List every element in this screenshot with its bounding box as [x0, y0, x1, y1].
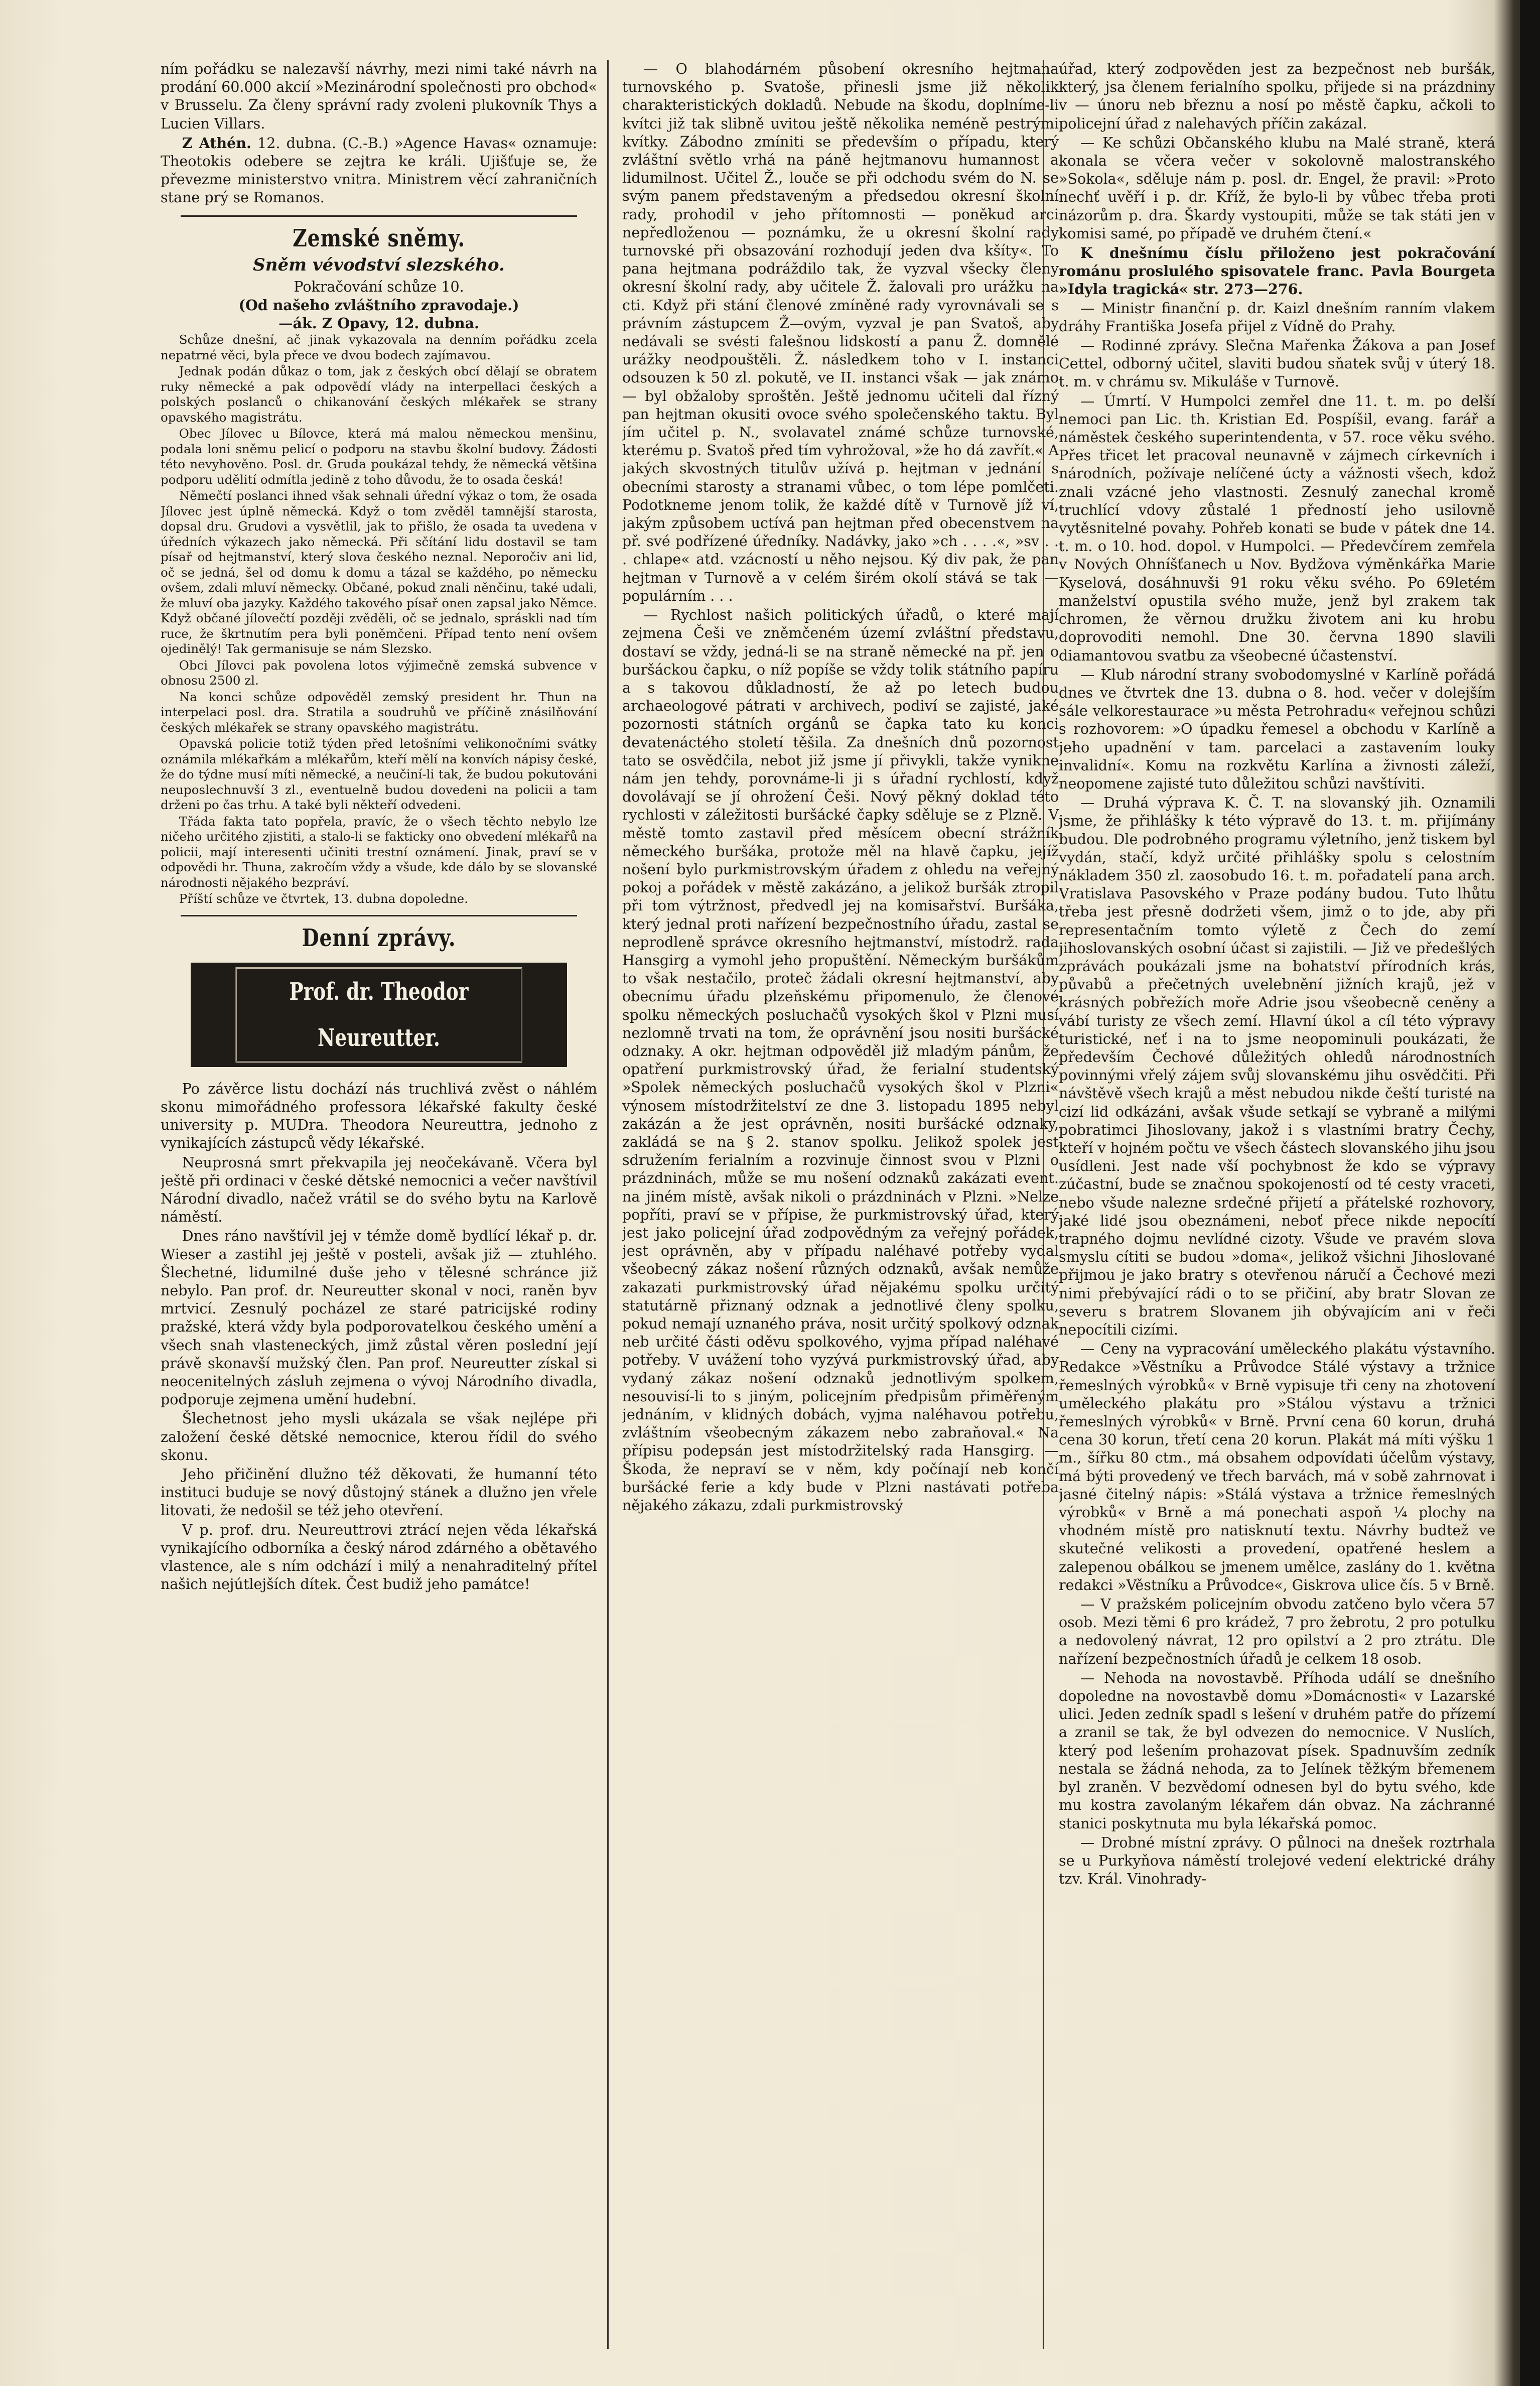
article-title: Sněm vévodství slezského.	[253, 254, 505, 275]
text-paragraph: Příští schůze ve čtvrtek, 13. dubna dopoledne.	[179, 891, 468, 906]
section-title-denni: Denní zprávy.	[302, 923, 456, 952]
text-paragraph: Šlechetnost jeho mysli ukázala se však nejlépe při založení české dětské nemocnice, kterou řídil do svého skonu.	[161, 1410, 597, 1464]
text-paragraph: — V pražském policejním obvodu zatčeno bylo včera 57 osob. Mezi těmi 6 pro krádež, 7 pro žebrotu, 2 pro potulku a nedovolený návrat, 12 pro opilství a 2 pro ztrátu. Dle nařízení bezpečnostních úřadů je celkem 18 osob.	[1059, 1596, 1495, 1667]
text-paragraph: Neuprosná smrt překvapila jej neočekávaně. Včera byl ještě při ordinaci v české dětské nemocnici a večer navštívil Národní divadlo, načež vrátil se do svého bytu na Karlově náměstí.	[161, 1154, 597, 1226]
text-paragraph: — Druhá výprava K. Č. T. na slovanský jih. Oznamili jsme, že přihlášky k této výpravě do 13. t. m. přijímány budou. Dle podrobného programu výletního, jenž tiskem byl vydán, stačí, když určité přihlášky spolu s celostním nákladem 350 zl. zaosobudo 16. t. m. pořadatelí pana arch. Vratislava Pasovského v Praze podány budou. Tuto lhůtu třeba jest přesně dodržeti všem, jimž o to jde, aby při representačním tomto výletě z Čech do zemí jihoslovanských osobní účast si zajistili. — Již ve předešlých zprávách poukázali jsme na bohatství přírodních krás, půvabů a přečetných uvelebnění jižních krajů, jež v krásných pobřežích moře Adrie jsou všeobecně ceněny a vábí turisty ze všech zemí. Hlavní úkol a cíl této výpravy turistické, neť i na to jsme neopominuli poukázati, že především Čechové důležitých ohledů národnostních povinnými vřelý zájem svůj slovanskému jihu osvědčiti. Při návštěvě všech krajů a měst nebudou nikde čeští turisté na cizí lid odkázáni, avšak všude setkají se vybraně a milými pobratimci Jihoslovany, jakož i s vlastními bratry Čechy, kteří v hojném počtu ve všech částech slovanského jihu jsou usídleni. Jest nade vší pochybnost že kdo se výpravy zúčastní, bude se značnou spokojeností od té cesty vraceti, nebo všude nalezne srdečné přijetí a přátelské rozhovory, jaké lidé jsou obeznámeni, neboť přece nikde nepocítí trapného dojmu nevlídné cizoty. Všude ve pravém slova smyslu cítiti se budou »doma«, jelikož všichni Jihoslované přijmou je jako bratry s otevřenou náručí a Čechové mezi nimi přebývající rádi o to se přičiní, aby bratr Slovan ze severu s bratrem Slovanem jih obývajícím ani v řeči nepocítili cizími.	[1059, 794, 1495, 1339]
text-paragraph: »Agence Havas« oznamuje: Theotokis odebere se zejtra ke králi. Ujišťuje se, že převezme ministerstvo vnitra. Ministrem věcí zahraničních stane prý se Romanos.	[161, 135, 597, 206]
dateline: —ák. Z Opavy, 12. dubna.	[278, 315, 479, 332]
text-paragraph: Dnes ráno navštívil jej v témže domě bydlící lékař p. dr. Wieser a zastihl jej ještě v posteli, avšak již — ztuhlého. Šlechetné, lidumilné duše jeho v tělesné schránce již nebylo. Pan prof. dr. Neureutter skonal v noci, raněn byv mrtvicí. Zesnulý pocházel ze staré patricijské rodiny pražské, která vždy byla podporovatelkou českého umění a všech snah vlasteneckých, jimž zůstal věren poslední její právě skonavší mužský člen. Pan prof. Neureutter získal si neocenitelných zásluh zejmena o vývoj Národního divadla, podporuje zejmena umění hudební.	[161, 1228, 597, 1408]
article-subtitle: Pokračování schůze 10.	[294, 278, 464, 295]
column-3	[1059, 60, 1495, 2349]
text-paragraph: Obec Jílovec u Bílovce, která má malou německou menšinu, podala loni sněmu pelicí o podporu na stavbu školní budovy. Žádosti této nevyhověno. Posl. dr. Gruda poukázal tehdy, že německá většina podporu udělití odmítla jedině z toho důvodu, že to osada česká!	[161, 426, 597, 487]
text-paragraph: — Nehoda na novostavbě. Příhoda událí se dnešního dopoledne na novostavbě domu »Domácnosti« v Lazarské ulici. Jeden zedník spadl s lešení v druhém patře do přízemí a zranil se tak, že byl odvezen do nemocnice. V Nuslích, který pod lešením prohazovat písek. Spadnuvším zedník nestala se žádná nehoda, za to Jelínek těžkým břemenem byl zraněn. V bezvědomí odnesen byl do bytu svého, kde mu kostra zavolaným lékařem dán obvaz. Na záchranné stanici poskytnuta mu byla lékařská pomoc.	[1059, 1669, 1495, 1832]
text-paragraph: V p. prof. dru. Neureuttrovi ztrácí nejen věda lékařská vynikajícího odborníka a český národ zdárného a obětavého vlastence, ale s ním odchází i milý a nenahraditelný přítel našich nejútlejších dítek. Čest budiž jeho památce!	[161, 1521, 597, 1593]
section-title-zemske: Zemské sněmy.	[293, 224, 465, 252]
text-paragraph: Třáda fakta tato popřela, pravíc, že o všech těchto nebylo lze ničeho určitého zjistiti, a stalo-li se fakticky ono obvedení mlékařů na policii, mají interesenti učiniti trestní oznámení. Jinak, praví se v odpovědi hr. Thuna, zakročím vždy a všude, kde dálo by se slovanské národnosti nějakého bezpráví.	[161, 814, 597, 890]
supplement-notice: K dnešnímu číslu přiloženo jest pokračování románu proslulého spisovatele franc. Pavla Bourgeta »Idyla tragická« str. 273—276.	[1059, 244, 1495, 298]
text-paragraph: — Ke schůzi Občanského klubu na Malé straně, která konala se včera večer v sokolovně malostranského »Sokola«, sděluje nám p. posl. dr. Engel, že pravil: »Proto nechť uvěří i p. dr. Kříž, že bylo-li by vůbec třeba proti názorům p. dra. Škardy vystoupiti, může se tak státi jen v komisi samé, po případě ve druhém čtení.«	[1059, 134, 1495, 242]
text-paragraph: ním pořádku se nalezavší návrhy, mezi nimi také návrh na prodání 60.000 akcií »Mezinárodní společnosti pro obchod« v Brusselu. Za členy správní rady zvoleni plukovník Thys a Lucien Villars.	[161, 61, 597, 132]
obituary-banner	[191, 963, 567, 1067]
dateline-date: 12. dubna. (C.-B.)	[257, 135, 388, 152]
column-2	[622, 60, 1059, 2349]
column-rule-left	[607, 60, 609, 2349]
text-paragraph: Po závěrce listu dochází nás truchlivá zvěst o náhlém skonu mimořádného professora lékařské fakulty české university p. MUDra. Theodora Neureuttra, jednoho z vynikajících zástupců vědy lékařské.	[161, 1080, 597, 1152]
text-paragraph: — O blahodárném působení okresního hejtmana turnovského p. Svatoše, přinesli jsme již několik charakteristických dokladů. Nebude na škodu, doplníme-li kvítci již tak slibně uvitou ještě několika neméně pestrými kvítky. Zábodno zmíniti se především o případu, který zvláštní světlo vrhá na páně hejtmanovu humannost a lidumilnost. Učitel Ž., louče se při odchodu svém do N. se svým panem představeným a předsedou okresní školní rady, prohodil v jeho přítomnosti — poněkud arci nepředloženou — poznámku, že u okresní školní rady turnovské při obsazování rozhodují jeden dva kšíty«. To pana hejtmana podráždilo tak, že vyzval všecky členy okresní školní rady, aby učitele Ž. žalovali pro urážku na cti. Když při stání členové zmíněné rady vyrovnávali se s právním zástupcem Ž—ovým, vyzval je pan Svatoš, aby nedávali se svésti falešnou lidskostí a panu Ž. domnělé urážky neodpouštěli. Ž. následkem toho v I. instanci odsouzen k 50 zl. pokutě, ve II. instanci však — jak známo — byl obžaloby sproštěn. Ještě jednomu učiteli dal řízný pan hejtman okusiti ovoce svého společenského taktu. Byl jím učitel p. N., svolavatel známé schůze turnovské, kterému p. Svatoš před tím vyhrožoval, »že ho dá zavřít.« A jakých skvostných titulův užívá p. hejtman v jednání s obecními starosty a stranami vůbec, o tom lépe pomlčeti. Podotkneme jenom tolik, že každé dítě v Turnově jíž ví, jakým způsobem uctívá pan hejtman před obecenstvem na př. své podřízené úředníky. Nadávky, jako »ch . . . .«, »sv . . . chlape« atd. vzácností u něho nejsou. Ký div pak, že pan hejtman v Turnově a v celém širém okolí stává se tak — populárním . . .	[622, 61, 1059, 604]
binding-shadow	[1520, 0, 1540, 2386]
text-paragraph: Němečtí poslanci ihned však sehnali úřední výkaz o tom, že osada Jílovec jest úplně německá. Když o tom zvěděl tamnější starosta, dopsal dru. Grudovi a vysvětlil, jak to přišlo, že osada ta uvedena v úředních výkazech jako německá. Při sčítání lidu dostavil se tam písař od hejtmanství, který slova českého neznal. Neporočiv ani lid, oč se jedná, šel od domu k domu a tázal se každého, po německu ovšem, zdali mluví německy. Občané, pokud znali něnčinu, také udali, že mluví oba jazyky. Každého takového písař onen zapsal jako Němce. Když občané jílovečtí později zvěděli, oč se jednalo, spráskli nad tím ruce, že škrtnutím pera byli poněmčeni. Případ tento není ovšem ojedinělý! Tak germanisuje se nám Slezsko.	[161, 488, 597, 656]
news-item-athens	[161, 134, 597, 207]
column-1	[161, 60, 597, 2349]
dateline: Z Athén.	[182, 134, 251, 152]
text-paragraph: Schůze dnešní, ač jinak vykazovala na denním pořádku zcela nepatrné věci, byla přece ve dvou bodech zajímavou.	[161, 332, 597, 362]
obituary-banner-title: Prof. dr. Theodor Neureutter.	[236, 967, 522, 1063]
divider	[181, 215, 577, 217]
text-paragraph: — Úmrtí. V Humpolci zemřel dne 11. t. m. po delší nemoci pan Lic. th. Kristian Ed. Pospíšil, evang. farář a náměstek českého superintendenta, v 57. roce věku svého. Přes třicet let pracoval neunavně v zájmech církevních i národních, požívaje nelíčené úcty a vážnosti všech, kdož znali vzácné jeho vlastnosti. Zesnulý zanechal kromě truchlící vdovy zůstalé 1 předností jeho usilovně vytěsnitelné povahy. Pohřeb konati se bude v pátek dne 14. t. m. o 10. hod. dopol. v Humpolci. — Předevčírem zemřela v Nových Ohníšťanech u Nov. Bydžova výměnkářka Marie Kyselová, dosáhnuvši 91 roku věku svého. Po 69letém manželství opustila svého muže, jenž byl zrakem tak chromen, že věrnou družku životem ani ku hrobu doprovoditi nemohl. Dne 30. června 1890 slavili diamantovou svatbu za všeobecné účastenství.	[1059, 392, 1495, 664]
divider	[181, 915, 577, 916]
text-paragraph: Jednak podán důkaz o tom, jak z českých obcí dělají se obratem ruky německé a pak odpovědí vlády na interpellaci českých a polských poslanců o chikanování českých mlékařek se strany opavského magistrátu.	[161, 364, 597, 425]
text-paragraph: Jeho přičinění dlužno též děkovati, že humanní této instituci buduje se nový důstojný stánek a dlužno jen vřele litovati, že nedošil se též jeho otevření.	[161, 1466, 597, 1519]
text-paragraph: Opavská policie totiž týden před letošními velikonočními svátky oznámila mlékařkám a mlékařům, kteří mělí na konvích nápisy české, že do týdne musí míti německé, a neučiní-li tak, že budou pokutováni neuposlechnuvší 3 zl., eventuelně budou dovedeni na policii a tam drženi po čas trhu. A také byli někteří odvedeni.	[161, 736, 597, 813]
text-paragraph: — Rychlost našich politických úřadů, o které mají zejmena Češi ve zněmčeném území zvláštní představu, dostaví se vždy, jedná-li se na straně německé na př. jen o buršáckou čapku, o níž popíše se vždy tolik státního papíru a s takovou důkladností, že až po letech budou archaeologové pátrati v archivech, podiví se zajisté, jaké pozornosti státních orgánů se čapka tato ku konci devatenáctého století těšila. Za dnešních dnů pozornost tato se osvědčila, nebot již jsme jí přivykli, takže vynikne nám jen tehdy, porovnáme-li ji s úřadní rychlostí, když dovolávají se jí ohrožení Češi. Nový pěkný doklad této rychlosti v záležitosti buršácké čapky sděluje se z Plzně. V městě tomto zastavil před měsícem obecní strážník německého buršáka, protože měl na hlavě čapku, jejíž nošení bylo purkmistrovským úřadem z ohledu na veřejný pokoj a pořádek v městě zakázáno, a jelikož buršák ztropil při tom výtržnost, předvedl jej na komisařství. Buršáka, který jednal proti nařízení bezpečnostního úřadu, zastal se neprodleně správce okresního hejtmanství, místodrž. rada Hansgirg a vymohl jeho propuštění. Německým buršákům to však nestačilo, proteč žádali okresní hejtmanství, aby obecnímu úřadu plzeňskému připomenulo, že členové spolku německých posluchačů vysokých škol v Plzni musí nezlomně trvati na tom, že oprávnění jsou nositi buršácké odznaky. A okr. hejtman odpověděl již mladým pánům, že opatření purkmistrovský úřad, že ferialní studentský »Spolek německých posluchačů vysokých škol v Plzni« výnosem místodržitelství ze dne 3. listopadu 1895 nebyl zakázán a že jest oprávněn, nositi buršácké odznaky, zakládá se na § 2. stanov spolku. Jelikož spolek jest sdružením ferialním a rozvinuje činnost svou v Plzni o prázdninách, může se mu nošení odznaků zakázati event. na jiném místě, avšak nikoli o prázdninách v Plzni. »Nelze popříti, praví se v přípise, že purkmistrovský úřad, který jest jako policejní úřad zodpovědným za veřejný pořádek, jest oprávněn, aby v případu naléhavé potřeby vydal všeobecný zákaz nošení různých odznaků, avšak nemůže zakazati purkmistrovský úřad nějakému spolku určitý statutárně přiznaný odznak a jednotlivé členy spolku, pokud nemají uznaného práva, nosit určitý spolkový odznak neb určité části oděvu spolkového, vyjma případ naléhavé potřeby. V uvážení toho vyzývá purkmistrovský úřad, aby vydaný zákaz nošení odznaků jednotlivým spolkem, nesouvisí-li to s jiným, policejním předpisům přiměřeným jednáním, v klidných dobách, vyjma naléhavou potřebu, zvláštním všeobecným zákazem nebo zabraňoval.« Na přípisu podepsán jest místodržitelský rada Hansgirg. — Škoda, že nepraví se v něm, kdy počínají neb končí buršácké ferie a kdy bude v Plzni nastávati potřeba nějakého zákazu, zdali purkmistrovský	[622, 607, 1059, 1514]
text-paragraph: úřad, který zodpověden jest za bezpečnost neb buršák, který, jsa členem ferialního spolku, přijede si na prázdniny v — únoru neb březnu a nosí po městě čapku, ačkoli to policejní úřad z nalehavých příčin zakázal.	[1059, 61, 1495, 132]
article-reporter: (Od našeho zvláštního zpravodaje.)	[238, 296, 519, 314]
text-paragraph: — Rodinné zprávy. Slečna Mařenka Žákova a pan Josef Cettel, odborný učitel, slaviti budou sňatek svůj v úterý 18. t. m. v chrámu sv. Mikuláše v Turnově.	[1059, 337, 1495, 390]
text-paragraph: Obci Jílovci pak povolena lotos výjimečně zemská subvence v obnosu 2500 zl.	[161, 657, 597, 688]
text-paragraph: Na konci schůze odpověděl zemský president hr. Thun na interpelaci posl. dra. Stratila a soudruhů ve příčině znásilňování českých mlékařek se strany opavského magistrátu.	[161, 689, 597, 735]
text-paragraph: — Klub národní strany svobodomyslné v Karlíně pořádá dnes ve čtvrtek dne 13. dubna o 8. hod. večer v dolejším sále velkorestaurace »u města Petrohradu« veřejnou schůzi s rozhovorem: »O úpadku řemesel a obchodu v Karlíně a jeho upadnění v tam. parcelaci a zastavením louky invalidní«. Komu na rozkvětu Karlína a živnosti záleží, neopomene zajisté tuto důležitou schůzi navštíviti.	[1059, 666, 1495, 792]
text-paragraph: — Ministr finanční p. dr. Kaizl dnešním ranním vlakem dráhy Františka Josefa přijel z Vídně do Prahy.	[1059, 300, 1495, 335]
text-paragraph: — Drobné místní zprávy. O půlnoci na dnešek roztrhala se u Purkyňova náměstí trolejové vedení elektrické dráhy tzv. Král. Vinohrady-	[1059, 1834, 1495, 1888]
text-paragraph: — Ceny na vypracování uměleckého plakátu výstavního. Redakce »Věstníku a Průvodce Stálé výstavy a tržnice řemeslných výrobků« v Brně vypisuje tři ceny na zhotovení uměleckého plakátu pro »Stálou výstavu a tržnici řemeslných výrobků« v Brně. První cena 60 korun, druhá cena 30 korun, třetí cena 20 korun. Plakát má míti výšku 1 m., šířku 80 ctm., má obsahem odpovídati účelům výstavy, má býti provedený ve třech barvách, má v sobě zahrnovat i jasné čitelný nápis: »Stálá výstava a tržnice řemeslných výrobků« v Brně a má ponechati aspoň ¼ plochy na vhodném místě pro natisknutí textu. Návrhy budtež ve skutečné velikosti a provedení, opatřené heslem a zalepenou obálkou se jmenem umělce, zaslány do 1. května redakci »Věstníku a Průvodce«, Giskrova ulice čís. 5 v Brně.	[1059, 1341, 1495, 1594]
